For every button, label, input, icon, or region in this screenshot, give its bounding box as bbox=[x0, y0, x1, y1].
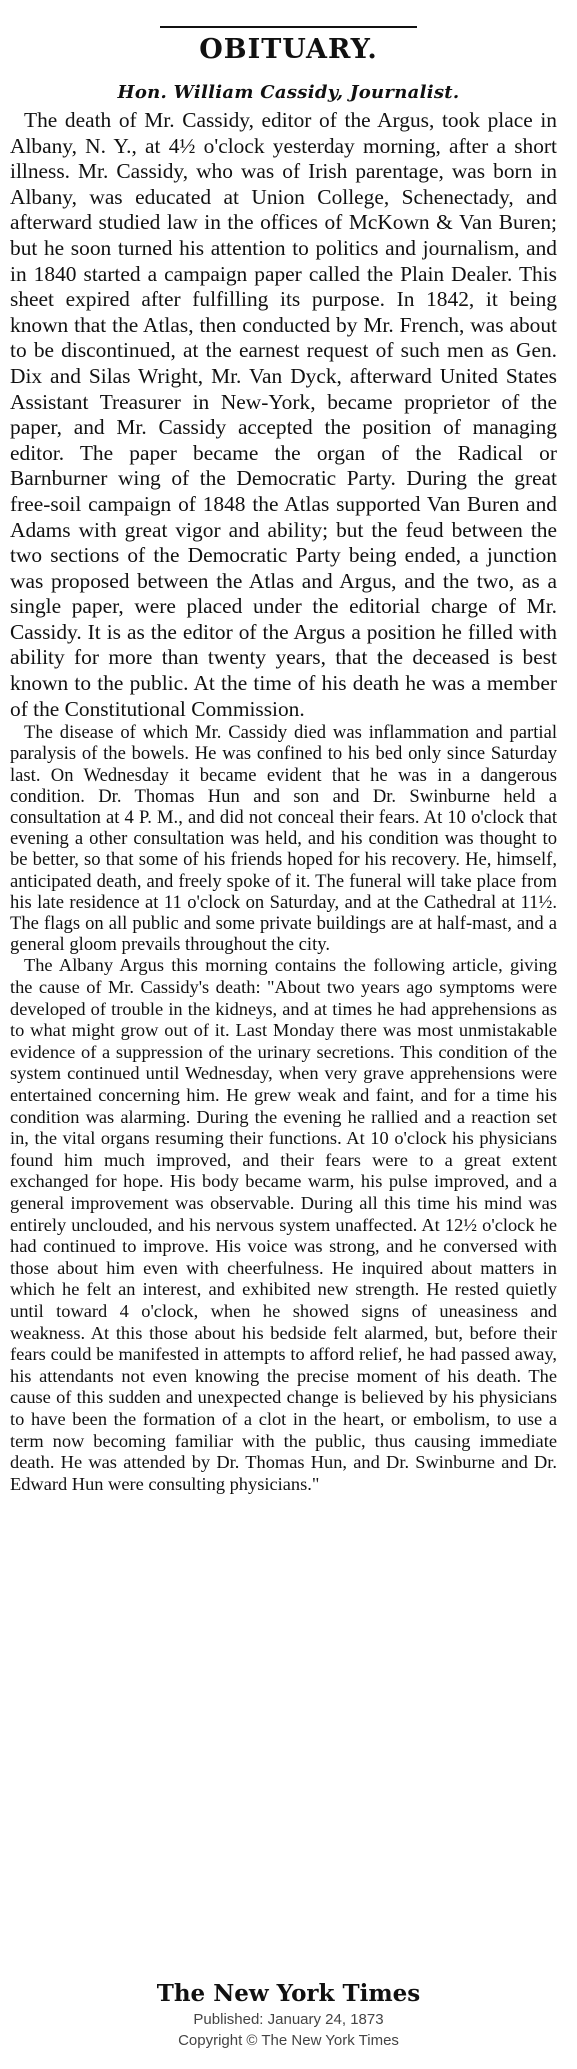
article-paragraph: The death of Mr. Cassidy, editor of the Argus, took place in Albany, N. Y., at 4½ o'clock yesterday morning, after a short illness. Mr. Cassidy, who was of Irish parentage, was born in Albany, was educated at Union College, Schenectady, and afterward studied law in the offices of McKown & Van Buren; but he soon turned his attention to politics and journalism, and in 1840 started a campaign paper called the Plain Dealer. This sheet expired after fulfilling its purpose. In 1842, it being known that the Atlas, then conducted by Mr. French, was about to be discontinued, at the earnest request of such men as Gen. Dix and Silas Wright, Mr. Van Dyck, afterward United States Assistant Treasurer in New-York, became proprietor of the paper, and Mr. Cassidy accepted the position of managing editor. The paper became the organ of the Radical or Barnburner wing of the Democratic Party. During the great free-soil campaign of 1848 the Atlas supported Van Buren and Adams with great vigor and ability; but the feud between the two sections of the Democratic Party being ended, a junction was proposed between the Atlas and Argus, and the two, as a single paper, were placed under the editorial charge of Mr. Cassidy. It is as the editor of the Argus a position he filled with ability for more than twenty years, that the deceased is best known to the public. At the time of his death he was a member of the Constitutional Commission. bbox=[10, 108, 557, 721]
article-subheading: Hon. William Cassidy, Journalist. bbox=[117, 82, 460, 103]
article-heading: OBITUARY. bbox=[199, 34, 378, 65]
nyt-logo: The New York Times bbox=[156, 1980, 421, 2007]
article-body bbox=[10, 108, 557, 1495]
article-paragraph: The disease of which Mr. Cassidy died was inflammation and partial paralysis of the bowels. He was confined to his bed only since Saturday last. On Wednesday it became evident that he was in a dangerous condition. Dr. Thomas Hun and son and Dr. Swinburne held a consultation at 4 P. M., and did not conceal their fears. At 10 o'clock that evening a other consultation was held, and his condition was thought to be better, so that some of his friends hoped for his recovery. He, himself, anticipated death, and freely spoke of it. The funeral will take place from his late residence at 11 o'clock on Saturday, and at the Cathedral at 11½. The flags on all public and some private buildings are at half-mast, and a general gloom prevails throughout the city. bbox=[10, 722, 557, 956]
published-date: Published: January 24, 1873 bbox=[193, 2011, 384, 2028]
copyright-notice: Copyright © The New York Times bbox=[178, 2032, 399, 2049]
top-rule bbox=[160, 26, 417, 28]
article-paragraph: The Albany Argus this morning contains the following article, giving the cause of Mr. Cassidy's death: "About two years ago symptoms were developed of trouble in the kidneys, and at times he had apprehensions as to what might grow out of it. Last Monday there was most unmistakable evidence of a suppression of the urinary secretions. This condition of the system continued until Wednesday, when very grave apprehensions were entertained concerning him. He grew weak and faint, and for a time his condition was alarming. During the evening he rallied and a reaction set in, the vital organs resuming their functions. At 10 o'clock his physicians found him much improved, and their fears were to a great extent exchanged for hope. His body became warm, his pulse improved, and a general improvement was observable. During all this time his mind was entirely unclouded, and his nervous system unaffected. At 12½ o'clock he had continued to improve. His voice was strong, and he conversed with those about him even with cheerfulness. He inquired about matters in which he felt an interest, and exhibited new strength. He rested quietly until toward 4 o'clock, when he showed signs of uneasiness and weakness. At this those about his bedside felt alarmed, but, before their fears could be manifested in attempts to afford relief, he had passed away, his attendants not even knowing the precise moment of his death. The cause of this sudden and unexpected change is believed by his physicians to have been the formation of a clot in the heart, or embolism, to use a term now becoming familiar with the public, thus causing immediate death. He was attended by Dr. Thomas Hun, and Dr. Swinburne and Dr. Edward Hun were consulting physicians." bbox=[10, 955, 557, 1494]
